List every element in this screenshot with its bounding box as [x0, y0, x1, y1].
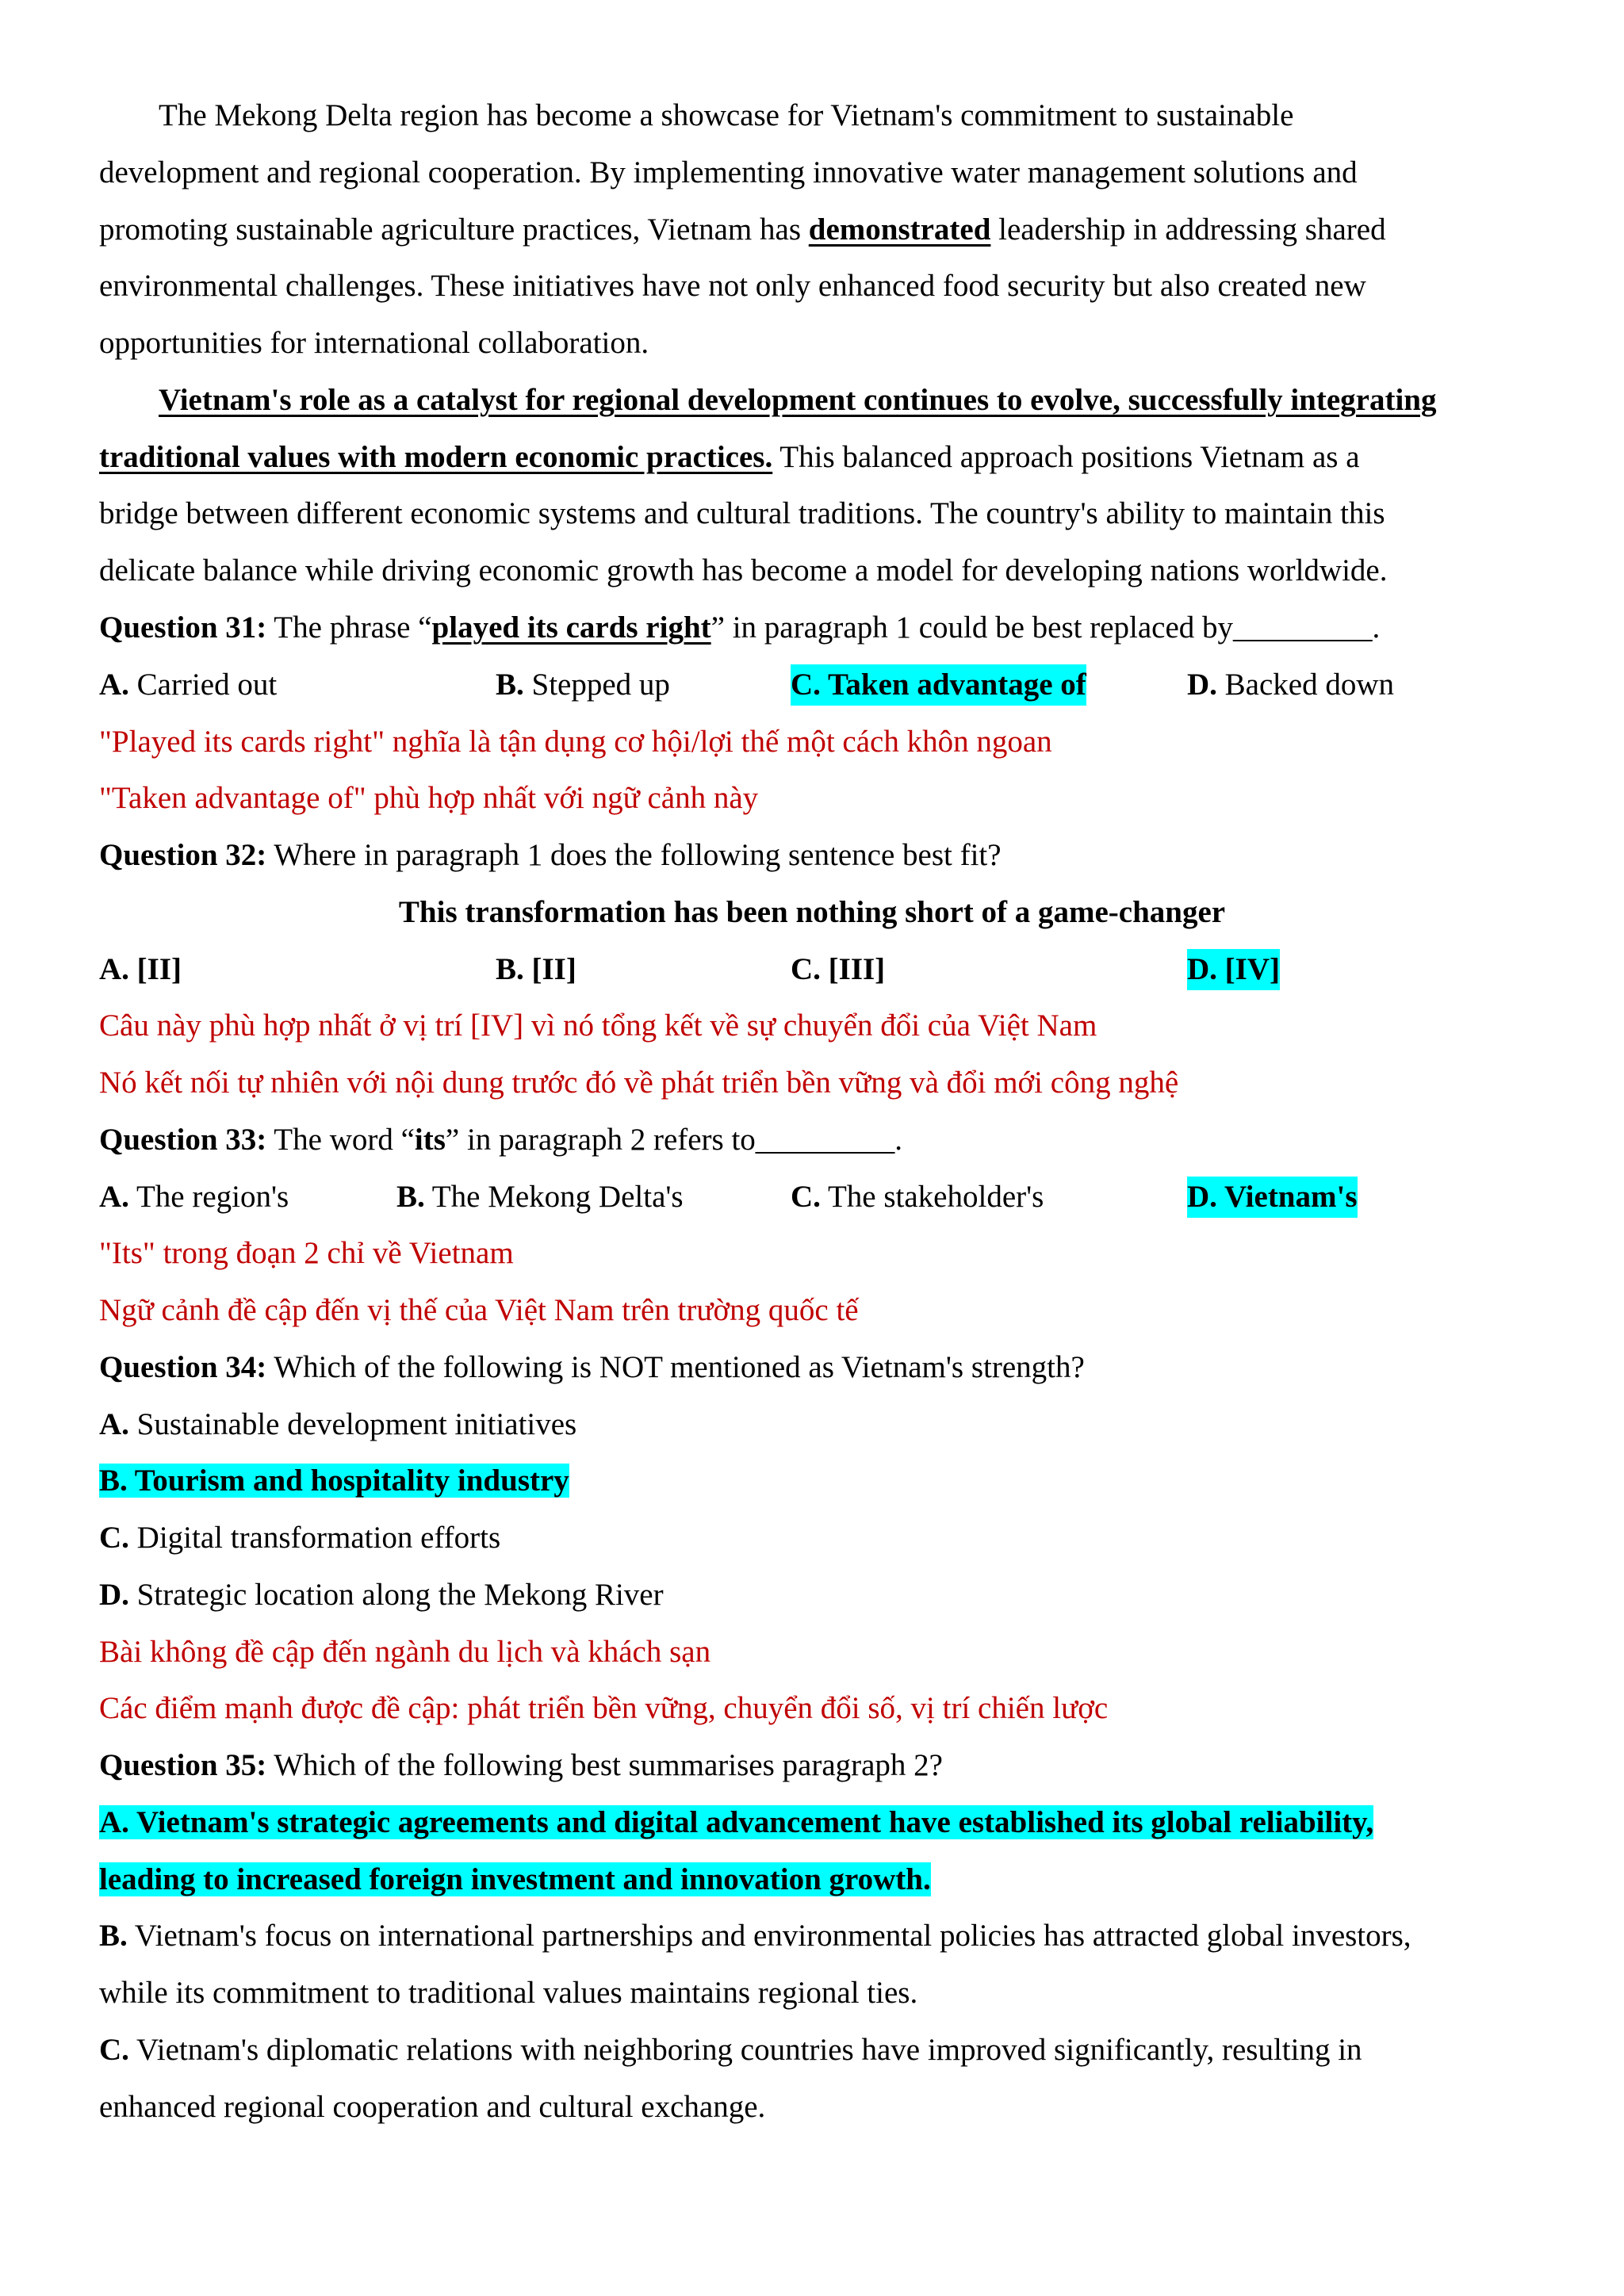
option-c-correct[interactable] [791, 664, 1086, 706]
option-c[interactable] [791, 1177, 1044, 1218]
option-text: A. Vietnam's strategic agreements and digital advancement have established its global reliability, [99, 1805, 1374, 1839]
option-text: while its commitment to traditional values maintains regional ties. [99, 1976, 918, 2010]
option-b[interactable] [396, 1177, 684, 1218]
question-text: Where in paragraph 1 does the following sentence best fit? [266, 838, 1002, 872]
option-d[interactable] [99, 1575, 1576, 1616]
option-text: Stepped up [523, 668, 670, 702]
question-text: ” in paragraph 1 could be best replaced by_________. [710, 610, 1381, 645]
explanation-text: Nó kết nối tự nhiên với nội dung trước đó về phát triển bền vững và đổi mới công nghệ [99, 1066, 1179, 1100]
question-text: Which of the following is NOT mentioned as Vietnam's strength? [266, 1350, 1085, 1384]
passage-line [99, 152, 1576, 193]
option-a-correct-cont[interactable] [99, 1859, 1576, 1900]
question-33 [99, 1119, 1576, 1161]
explanation-text: "Played its cards right" nghĩa là tận dụng cơ hội/lợi thế một cách khôn ngoan [99, 725, 1052, 759]
passage-line [99, 266, 1576, 307]
explanation-text: "Taken advantage of" phù hợp nhất với ngữ cảnh này [99, 781, 759, 815]
option-c[interactable]: C. [III] [791, 952, 886, 986]
explanation-text: "Its" trong đoạn 2 chỉ về Vietnam [99, 1236, 514, 1270]
option-key: A. [99, 1407, 129, 1441]
passage-line [99, 493, 1576, 534]
passage-text: leadership in addressing shared [990, 212, 1386, 247]
option-a[interactable] [99, 1404, 1576, 1445]
option-key: B. [496, 668, 524, 702]
option-d[interactable] [1187, 664, 1394, 706]
explanation-line [99, 1005, 1576, 1047]
option-key: D. [99, 1578, 129, 1612]
question-text: The word “ [266, 1123, 415, 1157]
passage-text: environmental challenges. These initiatives have not only enhanced food security but also created new [99, 269, 1366, 303]
passage-text: This balanced approach positions Vietnam as a [772, 440, 1360, 474]
option-key: A. [99, 1180, 129, 1214]
option-b[interactable] [496, 664, 670, 706]
option-key: C. [99, 1521, 129, 1555]
question-31 [99, 607, 1576, 649]
explanation-line [99, 721, 1576, 763]
option-key: C. [791, 1180, 821, 1214]
inserted-sentence [99, 892, 1525, 933]
question-phrase: played its cards right [431, 610, 711, 645]
explanation-text: Bài không đề cập đến ngành du lịch và khách sạn [99, 1635, 711, 1669]
passage-line [99, 550, 1576, 591]
option-d-correct[interactable]: D. [IV] [1187, 949, 1280, 990]
option-text: enhanced regional cooperation and cultural exchange. [99, 2090, 766, 2124]
passage-line [99, 323, 1576, 364]
highlighted-word: demonstrated [808, 212, 991, 247]
explanation-line [99, 1233, 1576, 1274]
option-text: The stakeholder's [820, 1180, 1044, 1214]
option-c-cont[interactable] [99, 2087, 1576, 2128]
passage-line [159, 380, 1576, 421]
underlined-sentence: Vietnam's role as a catalyst for regional development continues to evolve, successfully integrating [159, 383, 1437, 417]
option-b[interactable]: B. [II] [496, 952, 576, 986]
question-text: ” in paragraph 2 refers to_________. [445, 1123, 903, 1157]
option-key: D. [1187, 668, 1217, 702]
explanation-line [99, 1632, 1576, 1673]
passage-text: opportunities for international collaboration. [99, 326, 649, 360]
passage-text: The Mekong Delta region has become a showcase for Vietnam's commitment to sustainable [159, 98, 1294, 132]
option-text: The Mekong Delta's [424, 1180, 684, 1214]
passage-text: development and regional cooperation. By implementing innovative water management solutions and [99, 155, 1358, 189]
passage-text: promoting sustainable agriculture practices, Vietnam has [99, 212, 809, 247]
option-b-cont[interactable] [99, 1973, 1576, 2014]
option-c[interactable] [99, 1517, 1576, 1559]
question-32 [99, 835, 1576, 876]
question-text: The phrase “ [266, 610, 432, 645]
option-text: Carried out [128, 668, 278, 702]
inserted-sentence-text: This transformation has been nothing short of a game-changer [398, 895, 1226, 929]
option-text: Backed down [1216, 668, 1395, 702]
underlined-sentence: traditional values with modern economic practices. [99, 440, 773, 474]
option-text: Sustainable development initiatives [128, 1407, 577, 1441]
question-label: Question 34: [99, 1350, 267, 1384]
question-word: its [414, 1123, 446, 1157]
option-key: B. [99, 1919, 128, 1953]
option-key: C. [99, 2033, 129, 2067]
passage-line [99, 209, 1576, 251]
explanation-line [99, 1062, 1576, 1104]
question-35 [99, 1745, 1576, 1786]
explanation-text: Các điểm mạnh được đề cập: phát triển bền vững, chuyển đổi số, vị trí chiến lược [99, 1691, 1109, 1725]
explanation-line [99, 1290, 1576, 1331]
passage-text: bridge between different economic systems and cultural traditions. The country's ability to maintain this [99, 496, 1385, 530]
question-34 [99, 1347, 1576, 1388]
option-key: A. [99, 668, 129, 702]
option-text: Vietnam's diplomatic relations with neighboring countries have improved significantly, resulting in [128, 2033, 1362, 2067]
passage-text: delicate balance while driving economic growth has become a model for developing nations worldwide. [99, 553, 1388, 587]
option-text: The region's [128, 1180, 289, 1214]
option-a-correct[interactable] [99, 1802, 1576, 1843]
option-c[interactable] [99, 2030, 1576, 2071]
explanation-line [99, 778, 1576, 819]
option-text: B. Tourism and hospitality industry [99, 1464, 569, 1498]
question-text: Which of the following best summarises paragraph 2? [266, 1748, 943, 1782]
option-key: B. [396, 1180, 425, 1214]
option-a[interactable] [99, 1177, 289, 1218]
question-label: Question 35: [99, 1748, 267, 1782]
option-text: Digital transformation efforts [128, 1521, 501, 1555]
option-text: Vietnam's focus on international partnerships and environmental policies has attracted global investors, [127, 1919, 1411, 1953]
option-a[interactable] [99, 664, 277, 706]
passage-line [99, 437, 1576, 478]
question-label: Question 33: [99, 1123, 267, 1157]
explanation-text: Ngữ cảnh đề cập đến vị thế của Việt Nam trên trường quốc tế [99, 1293, 859, 1327]
option-b[interactable] [99, 1915, 1576, 1957]
option-d-correct[interactable]: D. Vietnam's [1187, 1177, 1358, 1218]
option-a[interactable]: A. [II] [99, 952, 182, 986]
passage-line [159, 95, 1576, 136]
question-label: Question 31: [99, 610, 267, 645]
option-text: C. Taken advantage of [791, 668, 1086, 702]
option-text: leading to increased foreign investment and innovation growth. [99, 1862, 931, 1896]
explanation-text: Câu này phù hợp nhất ở vị trí [IV] vì nó tổng kết về sự chuyển đổi của Việt Nam [99, 1008, 1097, 1043]
question-label: Question 32: [99, 838, 267, 872]
option-text: Strategic location along the Mekong River [128, 1578, 664, 1612]
explanation-line [99, 1688, 1576, 1729]
option-b-correct[interactable] [99, 1460, 1576, 1502]
